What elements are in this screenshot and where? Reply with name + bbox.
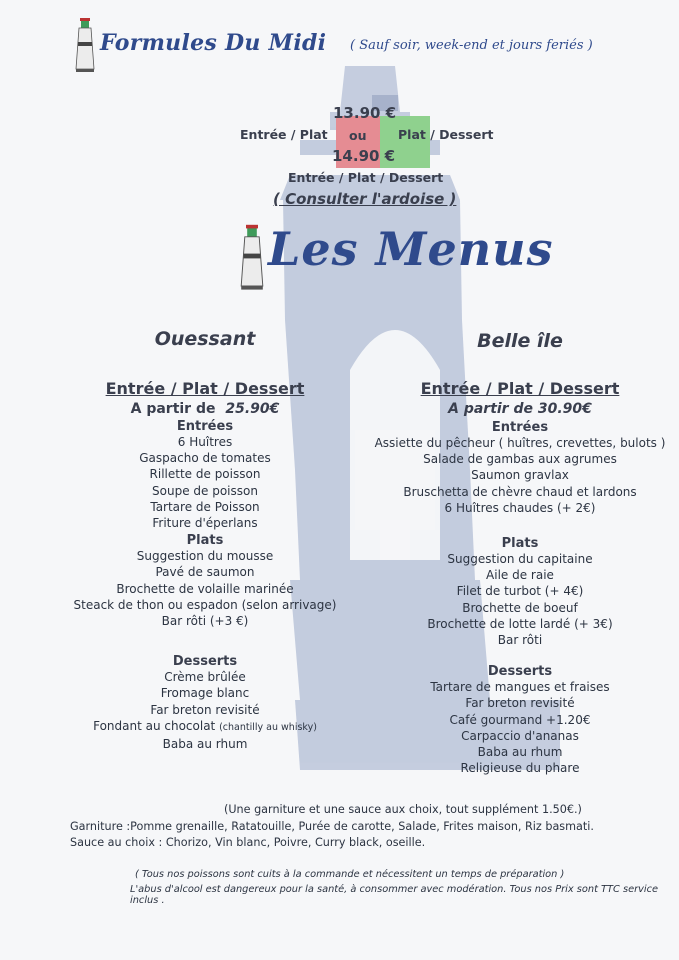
ouessant-plat: Suggestion du mousse bbox=[136, 549, 274, 564]
alcool-note: L'abus d'alcool est dangereux pour la santé, à consommer avec modération. Tous nos Prix sont TTC service inclus . bbox=[130, 884, 659, 906]
ouessant-plat: Pavé de saumon bbox=[155, 565, 255, 580]
ouessant-entree: Rillette de poisson bbox=[149, 467, 261, 482]
ouessant-column bbox=[40, 328, 370, 752]
belle-ile-entree: Assiette du pêcheur ( huîtres, crevettes, bulots ) bbox=[374, 436, 666, 450]
garniture-list: Garniture :Pomme grenaille, Ratatouille, Purée de carotte, Salade, Frites maison, Riz basmati. bbox=[70, 820, 594, 833]
ouessant-price-prefix: A partir de bbox=[130, 401, 216, 417]
formule-full-option: Entrée / Plat / Dessert bbox=[288, 170, 444, 185]
ouessant-title: Ouessant bbox=[154, 328, 256, 350]
ouessant-plats-label: Plats bbox=[186, 533, 224, 549]
lighthouse-icon bbox=[234, 216, 270, 296]
belle-ile-plat: Filet de turbot (+ 4€) bbox=[456, 584, 584, 599]
belle-ile-entree: 6 Huîtres chaudes (+ 2€) bbox=[444, 500, 596, 515]
formule-slate: ( Consulter l'ardoise ) bbox=[273, 190, 457, 208]
price-formule-1: 13.90 € bbox=[333, 104, 397, 122]
ouessant-dessert bbox=[40, 718, 370, 736]
poissons-note: ( Tous nos poissons sont cuits à la commande et nécessitent un temps de préparation ) bbox=[135, 869, 565, 880]
ouessant-entree: Friture d'éperlans bbox=[152, 516, 258, 531]
ouessant-dessert-fondant-note: (chantilly au whisky) bbox=[219, 721, 317, 733]
belle-ile-dessert: Carpaccio d'ananas bbox=[461, 728, 579, 743]
ouessant-entrees-label: Entrées bbox=[176, 419, 234, 434]
ouessant-entree: 6 Huîtres bbox=[177, 435, 233, 449]
belle-ile-desserts-label: Desserts bbox=[487, 664, 553, 680]
belle-ile-dessert: Baba au rhum bbox=[477, 745, 563, 760]
ouessant-dessert-fondant: Fondant au chocolat bbox=[93, 718, 216, 733]
belle-ile-entree: Saumon gravlax bbox=[471, 468, 569, 483]
belle-ile-entree: Salade de gambas aux agrumes bbox=[423, 452, 617, 467]
ouessant-entree: Soupe de poisson bbox=[152, 483, 258, 498]
price-formule-2: 14.90 € bbox=[332, 147, 396, 165]
lighthouse-icon bbox=[70, 14, 100, 74]
ouessant-price-line bbox=[40, 401, 370, 417]
belle-ile-title: Belle île bbox=[477, 330, 563, 352]
belle-ile-dessert: Religieuse du phare bbox=[460, 761, 580, 776]
garniture-note: (Une garniture et une sauce aux choix, tout supplément 1.50€.) bbox=[224, 803, 582, 816]
belle-ile-plat: Suggestion du capitaine bbox=[447, 552, 593, 567]
ouessant-entree: Tartare de Poisson bbox=[150, 499, 260, 514]
belle-ile-heading: Entrée / Plat / Dessert bbox=[420, 379, 620, 398]
formule-left-option: Entrée / Plat bbox=[240, 127, 328, 142]
belle-ile-entree: Bruschetta de chèvre chaud et lardons bbox=[403, 484, 637, 499]
ouessant-dessert: Baba au rhum bbox=[162, 737, 248, 752]
menus-title: Les Menus bbox=[268, 222, 554, 276]
belle-ile-dessert: Far breton revisité bbox=[465, 696, 575, 711]
formule-right-option: Plat / Dessert bbox=[398, 127, 494, 142]
ouessant-entree: Gaspacho de tomates bbox=[139, 451, 271, 466]
belle-ile-dessert: Café gourmand +1.20€ bbox=[449, 712, 591, 727]
belle-ile-price: A partir de 30.90€ bbox=[448, 401, 592, 417]
belle-ile-plats-label: Plats bbox=[501, 536, 539, 552]
belle-ile-dessert: Tartare de mangues et fraises bbox=[430, 680, 610, 695]
formules-title: Formules Du Midi bbox=[100, 30, 327, 56]
ouessant-dessert: Far breton revisité bbox=[150, 702, 260, 717]
belle-ile-plat: Bar rôti bbox=[497, 633, 543, 648]
ouessant-plat: Brochette de volaille marinée bbox=[116, 581, 294, 596]
belle-ile-entrees-label: Entrées bbox=[491, 420, 549, 435]
belle-ile-column bbox=[355, 330, 679, 776]
sauce-list: Sauce au choix : Chorizo, Vin blanc, Poivre, Curry black, oseille. bbox=[70, 836, 426, 849]
ouessant-heading: Entrée / Plat / Dessert bbox=[105, 379, 305, 398]
formules-note: ( Sauf soir, week-end et jours feriés ) bbox=[350, 38, 593, 53]
belle-ile-plat: Brochette de lotte lardé (+ 3€) bbox=[427, 616, 613, 631]
ouessant-desserts-label: Desserts bbox=[172, 654, 238, 670]
formule-or: ou bbox=[349, 128, 367, 143]
ouessant-price: 25.90€ bbox=[225, 401, 280, 417]
ouessant-plat: Steack de thon ou espadon (selon arrivage) bbox=[73, 597, 337, 612]
ouessant-plat: Bar rôti (+3 €) bbox=[161, 614, 249, 629]
belle-ile-plat: Brochette de boeuf bbox=[462, 600, 578, 615]
ouessant-dessert: Crème brûlée bbox=[164, 670, 246, 685]
ouessant-dessert: Fromage blanc bbox=[160, 686, 250, 701]
belle-ile-plat: Aile de raie bbox=[486, 568, 554, 583]
